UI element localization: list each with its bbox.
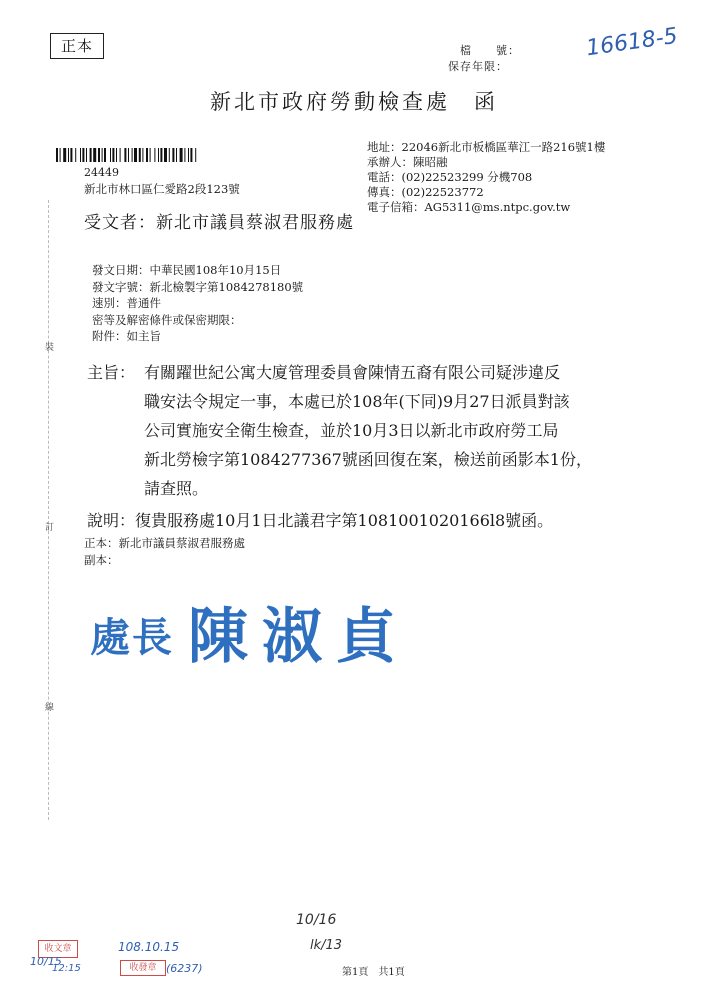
- svg-text:淑: 淑: [262, 602, 322, 672]
- binding-mark: 線: [45, 703, 55, 713]
- director-signature-seal: [90, 585, 400, 675]
- handwritten-date-2: 108.10.15: [118, 940, 180, 954]
- handwritten-note: 10/16: [296, 912, 337, 928]
- handwritten-file-number: 16618-5: [584, 23, 680, 62]
- subject-line: 請查照。: [144, 479, 209, 498]
- subject-line: 公司實施安全衛生檢查，並於10月3日以新北市政府勞工局: [144, 421, 559, 440]
- contact-phone: 電話：(02)22523299 分機708: [367, 170, 533, 184]
- dispatch-stamp: 收發章: [120, 960, 166, 976]
- cc-block: [84, 535, 245, 569]
- handwritten-code: (6237): [166, 962, 203, 975]
- send-speed: 速別：普通件: [92, 296, 161, 311]
- svg-text:處長: 處長: [90, 614, 174, 661]
- handwritten-initials: lk/13: [310, 938, 343, 953]
- recipient-address: 新北市林口區仁愛路2段123號: [84, 182, 240, 196]
- svg-text:陳: 陳: [188, 602, 248, 672]
- binding-mark: 裝: [45, 343, 55, 353]
- cc-original: 正本：新北市議員蔡淑君服務處: [84, 536, 245, 550]
- contact-block: [367, 140, 605, 215]
- send-attachment: 附件：如主旨: [92, 329, 161, 344]
- contact-handler: 承辦人：陳昭融: [367, 155, 448, 169]
- svg-text:貞: 貞: [336, 602, 396, 672]
- contact-email: 電子信箱：AG5311@ms.ntpc.gov.tw: [367, 200, 571, 214]
- copy-label: 正本: [50, 33, 104, 59]
- explanation-line: 說明：復貴服務處10月1日北議君字第1081001020166l8號函。: [87, 511, 554, 530]
- binding-line: [48, 200, 49, 820]
- contact-fax: 傳真：(02)22523772: [367, 185, 484, 199]
- page-footer: 第1頁 共1頁: [342, 967, 405, 978]
- barcode-image: [56, 148, 244, 162]
- agency-title: 新北市政府勞動檢查處 函: [210, 90, 498, 114]
- recipient-postal-code: 24449: [84, 166, 119, 179]
- subject-body: [144, 358, 694, 503]
- recipient-line: 受文者：新北市議員蔡淑君服務處: [84, 213, 354, 233]
- subject-line: 有關躍世紀公寓大廈管理委員會陳情五裔有限公司疑涉違反: [144, 363, 561, 382]
- cc-copy: 副本：: [84, 553, 119, 567]
- send-info-block: [92, 262, 303, 345]
- binding-mark: 訂: [45, 523, 55, 533]
- subject-line: 職安法令規定一事，本處已於108年(下同)9月27日派員對該: [144, 392, 570, 411]
- handwritten-time: 12:15: [52, 963, 81, 974]
- contact-address: 地址：22046新北市板橋區華江一路216號1樓: [367, 140, 606, 154]
- receipt-stamp: 收文章: [38, 940, 78, 958]
- send-secrecy: 密等及解密條件或保密期限：: [92, 312, 242, 327]
- send-number: 發文字號：新北檢製字第1084278180號: [92, 279, 304, 294]
- subject-line: 新北勞檢字第1084277367號函回復在案，檢送前函影本1份，: [144, 450, 592, 469]
- handwritten-date: 10/15: [30, 955, 62, 968]
- subject-lead: 主旨：: [87, 363, 136, 382]
- retention-label: 保存年限：: [448, 60, 508, 73]
- file-number-label: 檔 號：: [460, 44, 520, 57]
- send-date: 發文日期：中華民國108年10月15日: [92, 263, 282, 277]
